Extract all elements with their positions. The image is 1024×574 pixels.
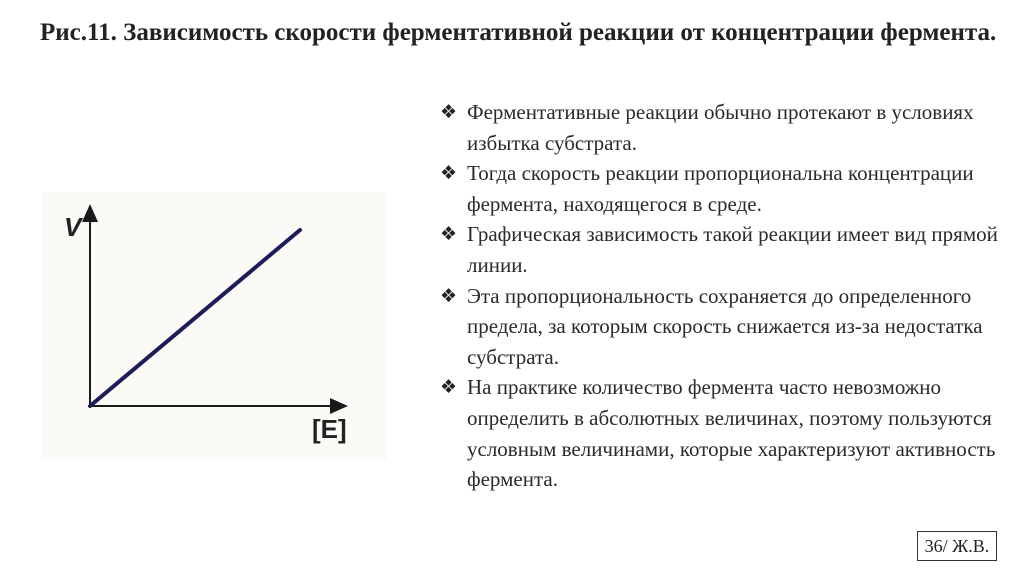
bullet-text: Эта пропорциональность сохраняется до определенного предела, за которым скорость снижается из-за недостатка субстрата. xyxy=(467,283,983,369)
bullet-item xyxy=(440,158,1010,219)
diamond-bullet-icon: ❖ xyxy=(440,376,458,399)
chart-svg xyxy=(42,192,387,460)
bullet-item xyxy=(440,97,1010,158)
bullet-item xyxy=(440,372,1010,494)
diamond-bullet-icon: ❖ xyxy=(440,223,458,246)
x-axis-label: [E] xyxy=(312,414,347,444)
diamond-bullet-icon: ❖ xyxy=(440,284,458,307)
diamond-bullet-icon: ❖ xyxy=(440,101,458,123)
bullet-text: Ферментативные реакции обычно протекают в условиях избытка субстрата. xyxy=(467,100,974,155)
bullet-text: Тогда скорость реакции пропорциональна концентрации фермента, находящегося в среде. xyxy=(467,161,974,216)
bullet-text: Графическая зависимость такой реакции имеет вид прямой линии. xyxy=(467,222,998,277)
bullet-list xyxy=(440,97,1010,495)
series-line xyxy=(90,230,300,406)
diamond-bullet-icon: ❖ xyxy=(440,162,458,185)
bullet-item xyxy=(440,219,1010,280)
bullet-text: На практике количество фермента часто невозможно определить в абсолютных величинах, поэтому пользуются условным величинами, которые характеризуют активность фермента. xyxy=(467,375,996,492)
slide-title: Рис.11. Зависимость скорости ферментативной реакции от концентрации фермента. xyxy=(40,19,997,46)
page-number-badge: 36/ Ж.В. xyxy=(917,531,997,561)
y-axis-label: V xyxy=(64,212,82,242)
bullet-item xyxy=(440,281,1010,373)
chart-figure xyxy=(42,192,387,460)
